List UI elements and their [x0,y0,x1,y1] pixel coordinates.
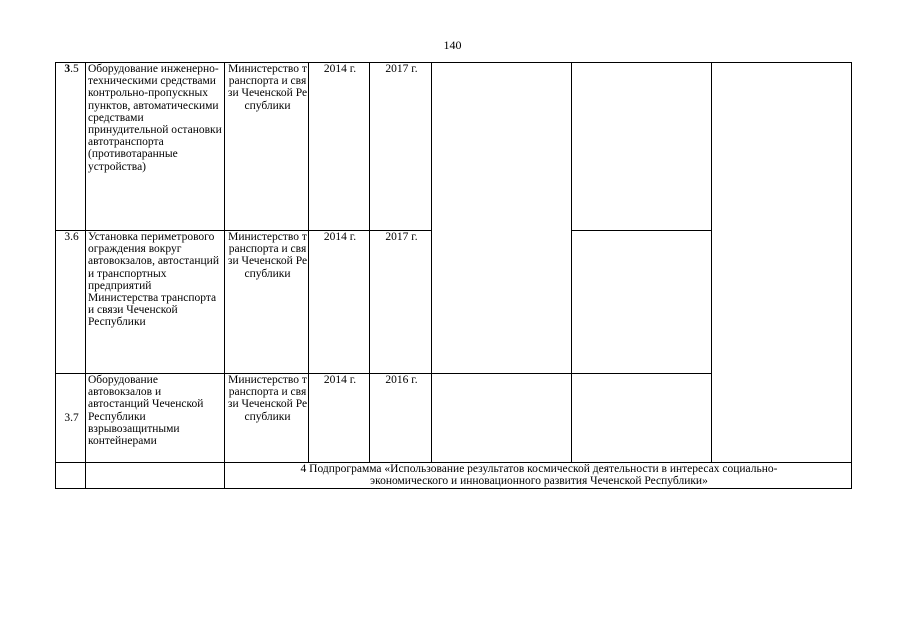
row-number [56,63,86,231]
responsible-executor: Министерство транспорта и связи Чеченской Республики [225,374,309,463]
empty-cell [712,63,852,463]
empty-cell [86,463,225,489]
subprogram-row [56,463,852,489]
activity-name: Оборудование автовокзалов и автостанций Чеченской Республики взрывозащитными контейнерами [86,374,225,463]
subprogram-title [225,463,852,489]
empty-cell [572,231,712,374]
activity-name: Установка периметрового ограждения вокруг автовокзалов, автостанций и транспортных предприятий Министерства транспорта и связи Чеченской Республики [86,231,225,374]
subprogram-title-line: экономического и инновационного развития Чеченской Республики» [370,475,708,488]
end-year: 2017 г. [370,63,432,231]
empty-cell [572,374,712,463]
empty-cell [56,463,86,489]
empty-cell [572,63,712,231]
start-year: 2014 г. [309,63,370,231]
end-year: 2016 г. [370,374,432,463]
start-year: 2014 г. [309,374,370,463]
row-number-major: 3 [64,63,71,75]
responsible-executor: Министерство транспорта и связи Чеченской Республики [225,231,309,374]
page-number: 140 [443,38,462,52]
row-number-minor: .5 [70,63,79,75]
table-row [56,63,852,231]
activity-name: Оборудование инженерно-техническими средствами контрольно-пропускных пунктов, автоматическими средствами принудительной остановки автотранспорта (противотаранные устройства) [86,63,225,231]
empty-cell [432,374,572,463]
empty-cell [432,63,572,374]
row-number-full: 3.6 [64,231,79,243]
end-year: 2017 г. [370,231,432,374]
responsible-executor: Министерство транспорта и связи Чеченской Республики [225,63,309,231]
program-table [55,62,852,489]
subprogram-title-line: 4 Подпрограмма «Использование результатов космической деятельности в интересах социально- [300,463,778,475]
row-number [56,374,86,463]
row-number [56,231,86,374]
row-number-full: 3.7 [64,411,79,424]
start-year: 2014 г. [309,231,370,374]
